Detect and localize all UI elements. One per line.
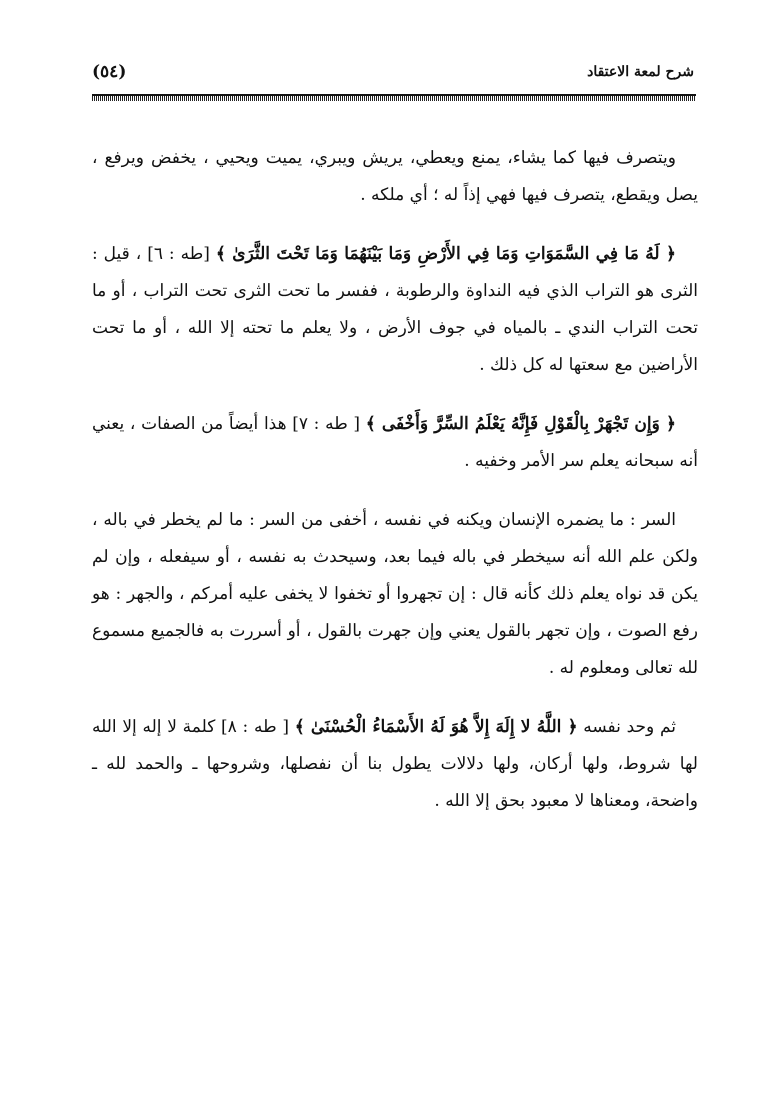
paragraph-2 <box>92 236 698 384</box>
paragraph-text: [طه : ٦] ، قيل : الثرى هو التراب الذي فيه النداوة والرطوبة ، ففسر ما تحت الثرى تحت التراب ، أو ما تحت التراب الندي ـ بالمياه في جوف الأرض ، ولا يعلم ما تحته إلا الله ، أو ما تحت الأراضين مع سعتها له كل ذلك . <box>92 244 698 375</box>
paragraph-1 <box>92 140 698 214</box>
paragraph-text: ويتصرف فيها كما يشاء، يمنع ويعطي، يريش ويبري، يميت ويحيي ، يخفض ويرفع ، يصل ويقطع، يتصرف فيها فهي إذاً له ؛ أي ملكه . <box>92 148 698 205</box>
quran-verse: ﴿ اللَّهُ لا إِلَهَ إِلاَّ هُوَ لَهُ الأَسْمَاءُ الْحُسْنَىٰ ﴾ <box>294 717 578 737</box>
paragraph-5 <box>92 709 698 820</box>
page-body <box>92 140 698 842</box>
paragraph-text: السر : ما يضمره الإنسان ويكنه في نفسه ، أخفى من السر : ما لم يخطر في باله ، ولكن علم الله أنه سيخطر في باله فيما بعد، وسيحدث به نفسه ، أو سيفعله ، وإن لم يكن قد نواه يعلم ذلك كأنه قال : إن تجهروا أو تخفوا لا يخفى عليه أمركم ، والجهر : هو رفع الصوت ، وإن تجهر بالقول يعني وإن جهرت بالقول ، أو أسررت به فالجميع مسموع لله تعالى ومعلوم له . <box>92 510 698 678</box>
paragraph-text: [ طه : ٨] كلمة لا إله إلا الله لها شروط، ولها أركان، ولها دلالات يطول بنا أن نفصلها، وشروحها ـ والحمد لله ـ واضحة، ومعناها لا معبود بحق إلا الله . <box>92 717 698 811</box>
quran-verse: ﴿ وَإِن تَجْهَرْ بِالْقَوْلِ فَإِنَّهُ يَعْلَمُ السِّرَّ وَأَخْفَى ﴾ <box>365 414 676 434</box>
running-title: شرح لمعة الاعتقاد <box>587 64 694 80</box>
header-rule <box>92 94 696 101</box>
paragraph-3 <box>92 406 698 480</box>
page-number: (٥٤) <box>92 62 127 82</box>
quran-verse: ﴿ لَهُ مَا فِي السَّمَوَاتِ وَمَا فِي الأَرْضِ وَمَا بَيْنَهُمَا وَمَا تَحْتَ الثَّرَىٰ ﴾ <box>215 244 676 264</box>
paragraph-4 <box>92 502 698 687</box>
paragraph-lead: ثم وحد نفسه <box>583 717 677 737</box>
page-header <box>92 58 694 92</box>
paragraph-text: [ طه : ٧] هذا أيضاً من الصفات ، يعني أنه سبحانه يعلم سر الأمر وخفيه . <box>92 414 698 471</box>
